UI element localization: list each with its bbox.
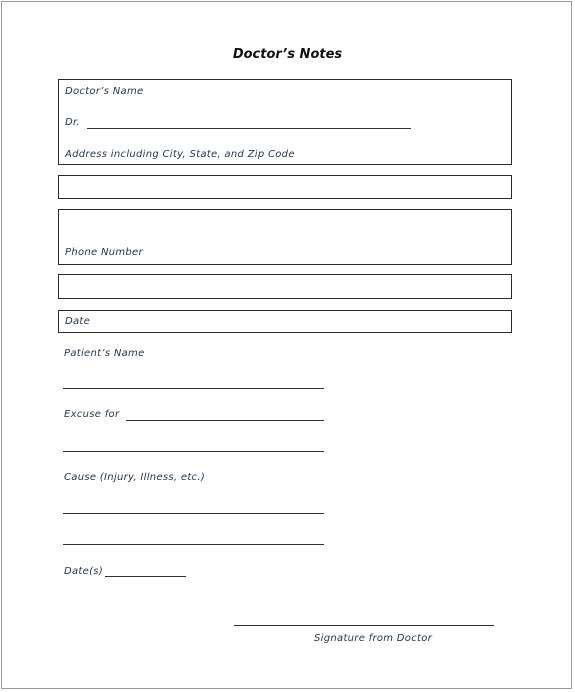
doctor-name-field[interactable] — [87, 128, 411, 129]
cause-field-line-1[interactable] — [63, 513, 324, 514]
doctor-info-box — [58, 79, 512, 165]
page-title: Doctor’s Notes — [232, 47, 343, 62]
patient-name-field[interactable] — [63, 388, 324, 389]
excuse-for-field-line-2[interactable] — [63, 451, 324, 452]
excuse-for-label: Excuse for — [64, 409, 120, 420]
signature-field[interactable] — [234, 625, 494, 626]
phone-number-label: Phone Number — [65, 247, 143, 258]
cause-field-line-2[interactable] — [63, 544, 324, 545]
dr-prefix-label: Dr. — [65, 117, 80, 128]
date-label: Date — [65, 316, 91, 327]
date-field[interactable] — [58, 310, 512, 333]
address-label: Address including City, State, and Zip Code — [65, 149, 295, 160]
phone-field[interactable] — [58, 274, 512, 299]
cause-label: Cause (Injury, Illness, etc.) — [64, 472, 206, 483]
dates-label: Date(s) — [64, 566, 104, 577]
dates-field[interactable] — [105, 576, 186, 577]
doctors-name-label: Doctor’s Name — [65, 86, 144, 97]
address-field[interactable] — [58, 175, 512, 199]
phone-box — [58, 209, 512, 265]
excuse-for-field[interactable] — [126, 420, 324, 421]
signature-label: Signature from Doctor — [314, 633, 433, 644]
patients-name-label: Patient’s Name — [64, 348, 145, 359]
